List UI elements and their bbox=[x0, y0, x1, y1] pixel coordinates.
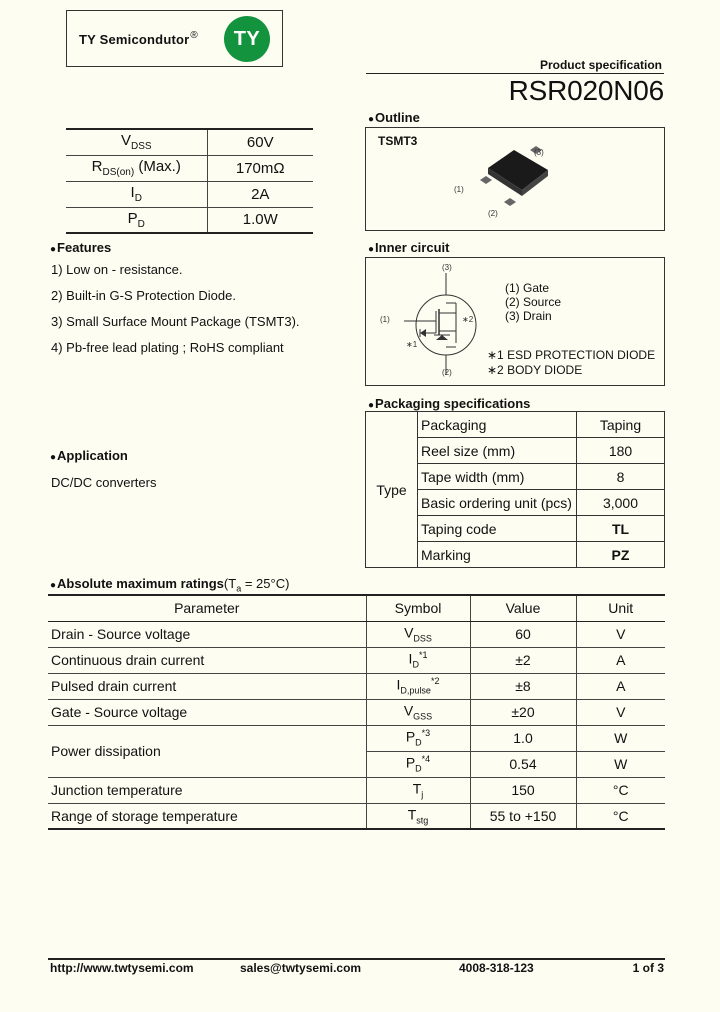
rating-unit: A bbox=[576, 647, 665, 673]
rating-symbol: $T_j$ bbox=[366, 777, 470, 803]
param-symbol: $R_{DS(on)}$ (Max.) bbox=[66, 155, 207, 181]
rating-param: Gate - Source voltage bbox=[48, 699, 366, 725]
packaging-title: ●Packaging specifications bbox=[368, 396, 531, 411]
ratings-title: ●Absolute maximum $ratings(T_a = 25^\circ C)$ bbox=[50, 576, 290, 594]
rating-value: 55 to +150 bbox=[470, 803, 576, 829]
table-row bbox=[48, 699, 665, 725]
header-unit: Unit bbox=[576, 595, 665, 621]
pack-value: 180 bbox=[577, 438, 665, 464]
table-row bbox=[48, 803, 665, 829]
rating-param: Pulsed drain current bbox=[48, 673, 366, 699]
feature-item: 4) Pb-free lead plating ; RoHS compliant bbox=[51, 340, 284, 355]
bullet-icon: ● bbox=[368, 400, 375, 411]
rating-symbol: $P_D^{*4}$ bbox=[366, 751, 470, 777]
rating-value: 0.54 bbox=[470, 751, 576, 777]
rating-value: 1.0 bbox=[470, 725, 576, 751]
table-row bbox=[48, 673, 665, 699]
rating-value: 60 bbox=[470, 621, 576, 647]
pin1-label: (1) bbox=[454, 185, 464, 194]
package-name: TSMT3 bbox=[378, 134, 418, 148]
rating-param: Drain - Source voltage bbox=[48, 621, 366, 647]
outline-box bbox=[365, 127, 665, 231]
logo-text: TY bbox=[233, 27, 261, 50]
header-divider bbox=[366, 73, 664, 74]
feature-item: 2) Built-in G-S Protection Diode. bbox=[51, 288, 236, 303]
rating-symbol: $P_D^{*3}$ bbox=[366, 725, 470, 751]
param-value: 60V bbox=[246, 133, 274, 151]
bullet-icon: ● bbox=[368, 114, 375, 125]
param-row bbox=[66, 207, 313, 233]
pin3-label: (3) bbox=[534, 148, 544, 157]
rating-param: Continuous drain current bbox=[48, 647, 366, 673]
rating-unit: V bbox=[576, 621, 665, 647]
rating-value: 150 bbox=[470, 777, 576, 803]
footer-divider bbox=[48, 958, 665, 960]
rating-unit: V bbox=[576, 699, 665, 725]
table-row bbox=[366, 412, 665, 438]
rating-value: ±2 bbox=[470, 647, 576, 673]
pack-value: Taping bbox=[577, 412, 665, 438]
header-symbol: Symbol bbox=[366, 595, 470, 621]
table-row bbox=[48, 621, 665, 647]
footer-page: 1 of 3 bbox=[632, 961, 664, 975]
bullet-icon: ● bbox=[368, 244, 375, 255]
bullet-icon: ● bbox=[50, 580, 57, 591]
param-value: 170mΩ bbox=[207, 155, 313, 181]
diag-pin2-label: (2) bbox=[442, 368, 452, 377]
param-symbol: $P_D$ bbox=[66, 207, 207, 233]
table-row bbox=[48, 647, 665, 673]
ratings-table bbox=[48, 594, 665, 830]
pack-value: 8 bbox=[577, 464, 665, 490]
note-body-diode: ∗2 BODY DIODE bbox=[487, 363, 583, 377]
pack-label: Basic ordering unit (pcs) bbox=[418, 490, 577, 516]
product-spec-label: Product specification bbox=[539, 58, 662, 72]
table-row bbox=[48, 725, 665, 751]
bullet-icon: ● bbox=[50, 244, 57, 255]
param-row bbox=[66, 155, 313, 181]
pack-value: 3,000 bbox=[577, 490, 665, 516]
brand-text: TY Semicondutor bbox=[79, 32, 190, 47]
rating-value: ±20 bbox=[470, 699, 576, 725]
rating-symbol: $V_{DSS}$ bbox=[366, 621, 470, 647]
features-title: ●Features bbox=[50, 240, 112, 255]
note-esd: ∗1 ESD PROTECTION DIODE bbox=[487, 348, 656, 362]
diag-pin3-label: (3) bbox=[442, 263, 452, 272]
bullet-icon: ● bbox=[50, 452, 57, 463]
footer-email[interactable]: sales@twtysemi.com bbox=[240, 961, 362, 975]
outline-title: ●Outline bbox=[368, 110, 420, 125]
rating-param: Junction temperature bbox=[48, 777, 366, 803]
param-value: 2A bbox=[207, 181, 313, 207]
footer-url[interactable]: http://www.twtysemi.com bbox=[50, 961, 194, 975]
pin-drain: (3) Drain bbox=[505, 309, 552, 323]
pack-label: Taping code bbox=[418, 516, 577, 542]
rating-unit: W bbox=[576, 725, 665, 751]
pack-value: PZ bbox=[577, 542, 665, 568]
rating-symbol: $T_{stg}$ bbox=[366, 803, 470, 829]
brand-logo-box bbox=[66, 10, 283, 67]
param-symbol: $I_D$ bbox=[66, 181, 207, 207]
diag-mark1-label: ∗1 bbox=[406, 340, 418, 349]
param-row bbox=[66, 129, 313, 155]
rating-symbol: $I_D^{*1}$ bbox=[366, 647, 470, 673]
rating-unit: °C bbox=[612, 807, 629, 824]
key-params-table bbox=[66, 128, 313, 234]
application-text: DC/DC converters bbox=[51, 475, 157, 490]
header-value: Value bbox=[470, 595, 576, 621]
rating-unit: W bbox=[576, 751, 665, 777]
table-row bbox=[48, 777, 665, 803]
rating-param: Range of storage temperature bbox=[48, 803, 366, 829]
param-value: 1.0W bbox=[207, 207, 313, 233]
inner-circuit-title: ●Inner circuit bbox=[368, 240, 450, 255]
pin2-label: (2) bbox=[488, 209, 498, 218]
ty-logo-icon bbox=[224, 16, 270, 62]
pack-label: Tape width (mm) bbox=[418, 464, 577, 490]
table-header-row bbox=[48, 595, 665, 621]
param-row bbox=[66, 181, 313, 207]
feature-item: 1) Low on - resistance. bbox=[51, 262, 183, 277]
pack-label: Marking bbox=[418, 542, 577, 568]
diag-pin1-label: (1) bbox=[380, 315, 390, 324]
mosfet-schematic-icon bbox=[376, 263, 496, 381]
pack-label: Packaging bbox=[418, 412, 577, 438]
rating-param: Power dissipation bbox=[48, 725, 366, 777]
pack-label: Reel size (mm) bbox=[418, 438, 577, 464]
diag-mark2-label: ∗2 bbox=[462, 315, 474, 324]
rating-value: ±8 bbox=[470, 673, 576, 699]
pack-value: TL bbox=[577, 516, 665, 542]
pin-gate: (1) Gate bbox=[505, 281, 550, 295]
package-outline-icon bbox=[466, 140, 576, 220]
packaging-table bbox=[365, 411, 665, 568]
type-cell: Type bbox=[366, 412, 418, 568]
rating-unit: A bbox=[576, 673, 665, 699]
param-symbol: $V_{DSS}$ bbox=[66, 129, 207, 155]
header-parameter: Parameter bbox=[48, 595, 366, 621]
inner-circuit-box bbox=[365, 257, 665, 386]
pin-source: (2) Source bbox=[505, 295, 562, 309]
rating-symbol: $V_{GSS}$ bbox=[366, 699, 470, 725]
footer-phone: 4008-318-123 bbox=[459, 961, 534, 975]
application-title: ●Application bbox=[50, 448, 128, 463]
rating-symbol: $I_{D,pulse}^{*2}$ bbox=[366, 673, 470, 699]
feature-item: 3) Small Surface Mount Package (TSMT3). bbox=[51, 314, 300, 329]
registered-mark: ® bbox=[190, 30, 198, 41]
rating-unit: °C bbox=[576, 777, 665, 803]
brand-name bbox=[79, 30, 198, 47]
part-number: RSR020N06 bbox=[508, 75, 664, 106]
